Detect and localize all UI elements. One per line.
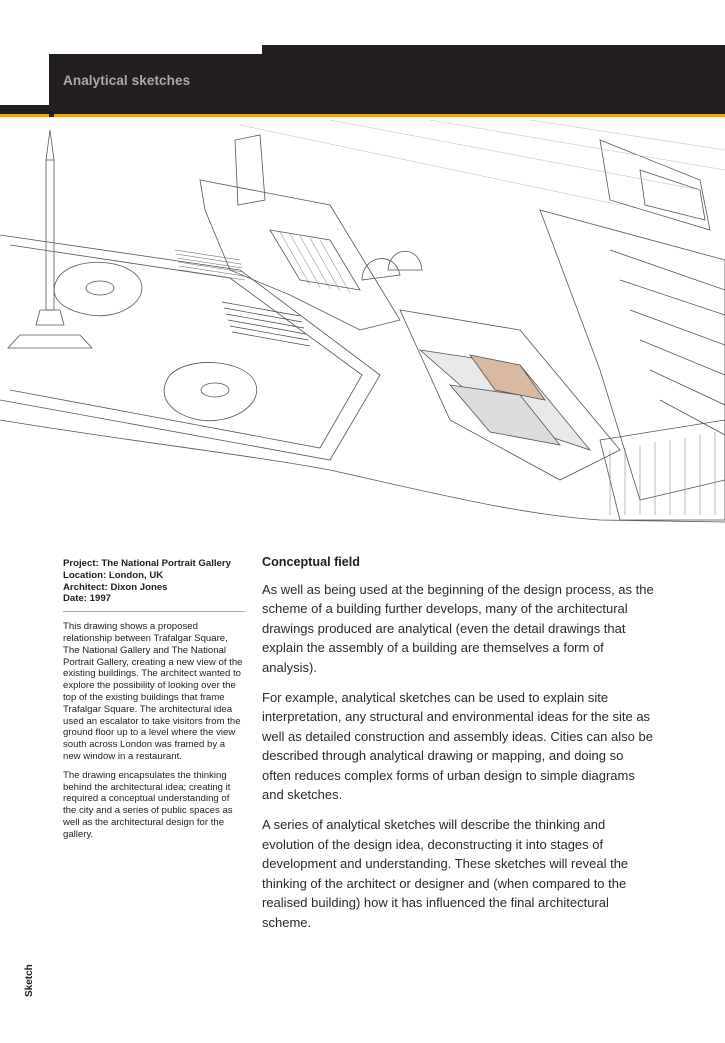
project-date: Date: 1997: [63, 593, 111, 605]
article-paragraph: For example, analytical sketches can be used to explain site interpretation, any structural and environmental ideas for the site as well as detailed construction and assembly ideas. Cities can also be described through analytical drawing or mapping, and doing so often reduces complex forms of urban design to simple diagrams and sketches.: [262, 690, 653, 803]
caption-paragraph: This drawing shows a proposed relationship between Trafalgar Square, The National Gallery and The National Portrait Gallery, creating a new view of the existing buildings. The architect wanted to explore the possibility of looking over the top of the existing buildings that frame Trafalgar Square. The architectural idea used an escalator to take visitors from the ground floor up to a level where the view south across London was framed by a new window in a restaurant.: [63, 621, 243, 762]
article: [262, 555, 654, 943]
caption-description: [63, 621, 245, 840]
article-heading: Conceptual field: [262, 555, 360, 569]
header-accent-rule: [0, 114, 725, 117]
accent-rule-gap: [49, 114, 54, 117]
caption-paragraph: The drawing encapsulates the thinking behind the architectural idea; creating it required a conceptual understanding of the city and a series of public spaces as well as the architectural design for the gallery.: [63, 769, 233, 840]
project-architect: Architect: Dixon Jones: [63, 581, 168, 593]
project-caption: [63, 558, 245, 848]
architectural-axonometric-drawing-icon: [0, 120, 725, 525]
article-paragraph: As well as being used at the beginning of the design process, as the scheme of a building further develops, many of the architectural drawings produced are analytical (even the detail drawings that explain the assembly of a building are themselves a form of analysis).: [262, 582, 654, 675]
caption-divider: [63, 611, 245, 612]
section-title: Analytical sketches: [63, 73, 191, 88]
chapter-side-label: Sketch: [24, 964, 35, 997]
header-notch: [49, 45, 262, 54]
project-name: Project: The National Portrait Gallery: [63, 558, 231, 569]
header-left-block: [0, 45, 49, 105]
project-location: Location: London, UK: [63, 569, 164, 581]
project-meta: [63, 558, 245, 605]
article-paragraph: A series of analytical sketches will describe the thinking and evolution of the design idea, deconstructing it into stages of development and understanding. These sketches will reveal the thinking of the architect or designer and (when compared to the realised building) how it has influenced the final architectural scheme.: [262, 817, 629, 930]
